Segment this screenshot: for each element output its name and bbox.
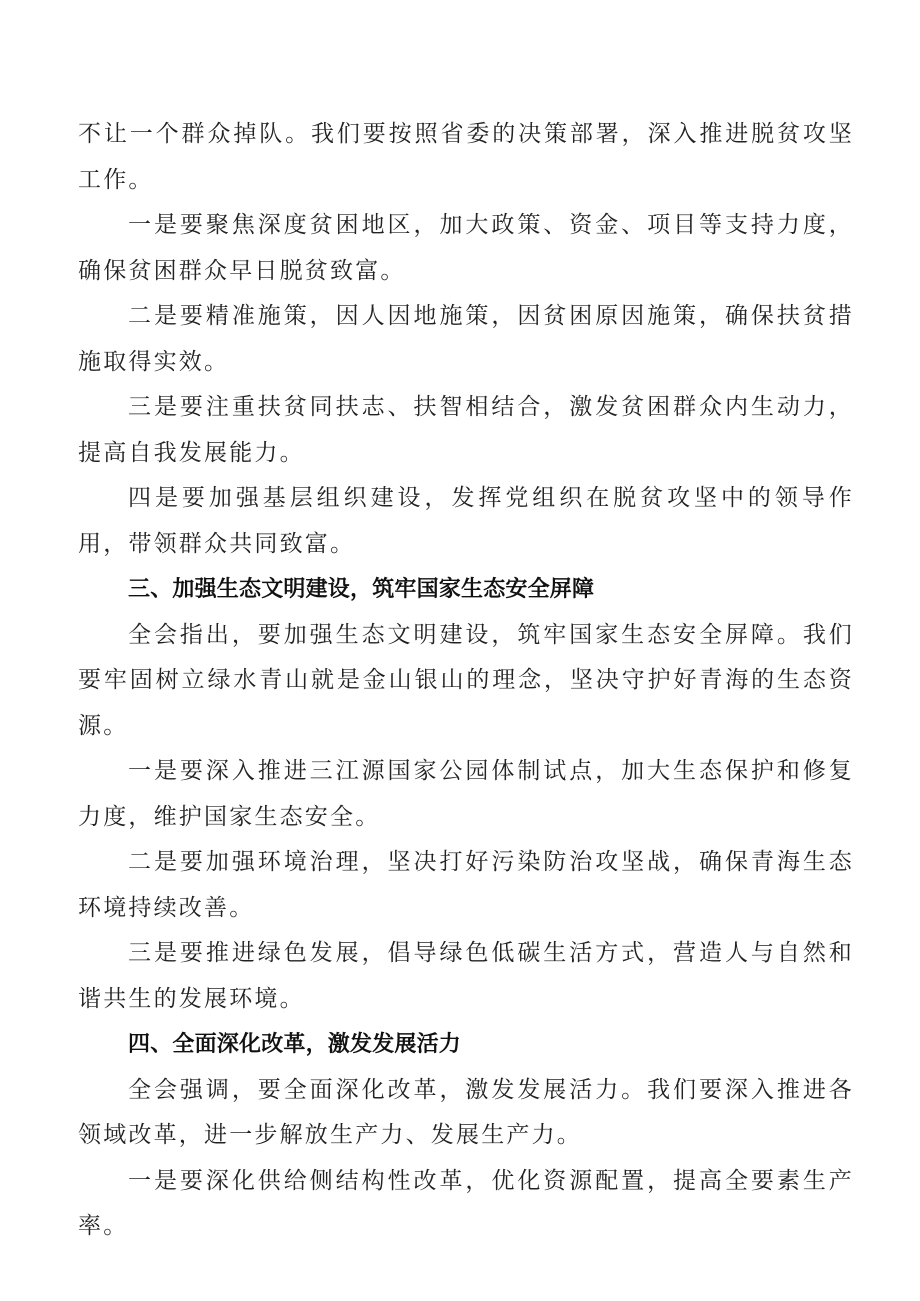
paragraph-reform-point-1: 一是要深化供给侧结构性改革，优化资源配置，提高全要素生产率。 — [78, 1167, 854, 1239]
paragraph-ecology-point-3: 三是要推进绿色发展，倡导绿色低碳生活方式，营造人与自然和谐共生的发展环境。 — [78, 940, 854, 1012]
paragraph-poverty-point-4: 四是要加强基层组织建设，发挥党组织在脱贫攻坚中的领导作用，带领群众共同致富。 — [78, 485, 854, 557]
paragraph-ecology-intro: 全会指出，要加强生态文明建设，筑牢国家生态安全屏障。我们要牢固树立绿水青山就是金山银山的理念，坚决守护好青海的生态资源。 — [78, 621, 854, 739]
paragraph-reform-intro: 全会强调，要全面深化改革，激发发展活力。我们要深入推进各领域改革，进一步解放生产力、发展生产力。 — [78, 1076, 854, 1148]
section-heading-ecology: 三、加强生态文明建设，筑牢国家生态安全屏障 — [128, 577, 595, 602]
paragraph-poverty-point-1: 一是要聚焦深度贫困地区，加大政策、资金、项目等支持力度，确保贫困群众早日脱贫致富。 — [78, 212, 854, 284]
document-body — [78, 112, 854, 1250]
paragraph-poverty-point-3: 三是要注重扶贫同扶志、扶智相结合，激发贫困群众内生动力，提高自我发展能力。 — [78, 394, 854, 466]
paragraph-ecology-point-2: 二是要加强环境治理，坚决打好污染防治攻坚战，确保青海生态环境持续改善。 — [78, 849, 854, 921]
paragraph-ecology-point-1: 一是要深入推进三江源国家公园体制试点，加大生态保护和修复力度，维护国家生态安全。 — [78, 758, 854, 830]
paragraph-poverty-point-2: 二是要精准施策，因人因地施策，因贫困原因施策，确保扶贫措施取得实效。 — [78, 303, 854, 375]
section-heading-reform: 四、全面深化改革，激发发展活力 — [128, 1032, 462, 1057]
paragraph-continuation: 不让一个群众掉队。我们要按照省委的决策部署，深入推进脱贫攻坚工作。 — [78, 121, 854, 193]
